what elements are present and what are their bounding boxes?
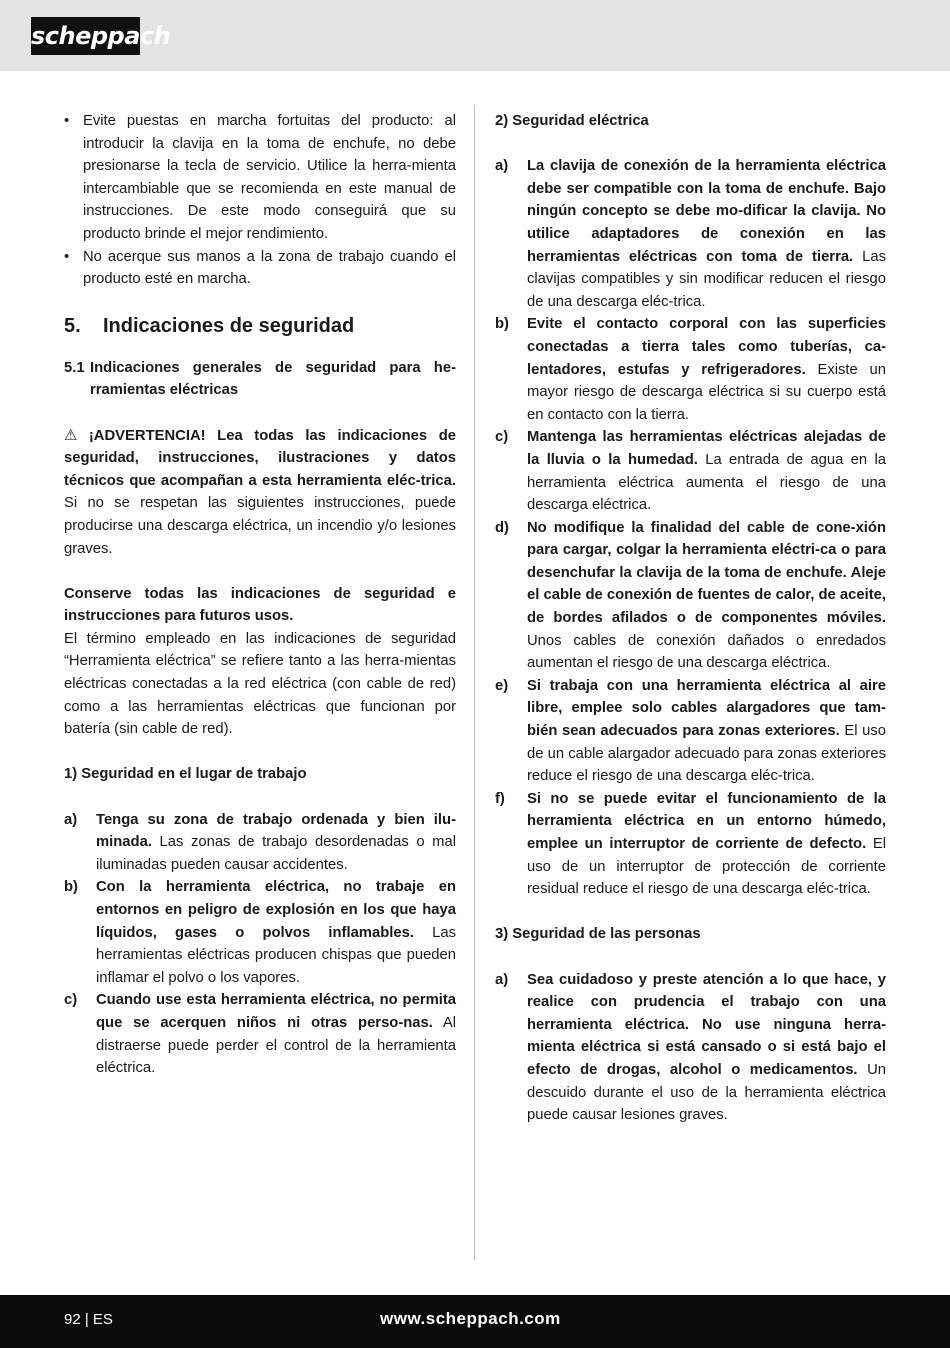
section-number: 5. [64, 314, 81, 337]
warning-paragraph: ⚠ ¡ADVERTENCIA! Lea todas las indicaciones de seguridad, instrucciones, ilustraciones y datos técnicos que acompañan a esta herramienta eléc-trica. Si no se respetan las siguientes instrucciones, puede producirse una descarga eléctrica, un incendio y/o lesiones graves. [64, 425, 456, 561]
website-url: www.scheppach.com [380, 1309, 561, 1328]
list-item: f) Si no se puede evitar el funcionamiento de la herramienta eléctrica en un entorno húmedo, emplee un interruptor de corriente de defecto. El uso de un interruptor de protección de corriente residual reduce el riesgo de una descarga eléc-trica. [495, 790, 886, 898]
conserve-paragraph: Conserve todas las indicaciones de seguridad e instrucciones para futuros usos. [64, 585, 456, 625]
section-title: Indicaciones de seguridad [103, 314, 355, 337]
heading-personal-safety: 3) Seguridad de las personas [495, 926, 701, 943]
list-item: b) Evite el contacto corporal con las superficies conectadas a tierra tales como tuberías, ca-lentadores, estufas y refrigeradores. Existe un mayor riesgo de descarga eléctrica si su cuerpo está en contacto con la tierra. [495, 316, 886, 423]
list-item: a) La clavija de conexión de la herramienta eléctrica debe ser compatible con la toma de enchufe. Bajo ningún concepto se debe mo-dificar la clavija. No utilice adaptadores de conexión en las herramientas eléctricas con toma de tierra. Las clavijas compatibles y sin modificar reducen el riesgo de una descarga eléc-trica. [495, 158, 887, 310]
right-column [495, 110, 886, 1127]
warning-triangle-icon: ⚠ [64, 427, 78, 444]
heading-electrical-safety: 2) Seguridad eléctrica [495, 113, 649, 129]
page-number: 92 | ES [64, 1311, 113, 1328]
bullet-item: • Evite puestas en marcha fortuitas del producto: al introducir la clavija en la toma de enchufe, no debe presionarse la tecla de servicio. Utilice la herra-mienta intercambiable que se recomienda en este manual de instrucciones. De este modo conseguirá que su producto brinde el mejor rendimiento. [64, 110, 456, 246]
bullet-item: • No acerque sus manos a la zona de trabajo cuando el producto esté en marcha. [64, 246, 456, 291]
scheppach-logo: scheppach [31, 17, 140, 55]
list-item: a) Sea cuidadoso y preste atención a lo que hace, y realice con prudencia el trabajo con una herramienta eléctrica. No use ninguna herra-mienta eléctrica si está cansado o si está bajo el efecto de drogas, alcohol o medicamentos. Un descuido durante el uso de la herramienta eléctrica puede causar lesiones graves. [495, 971, 886, 1124]
section-heading [64, 312, 456, 340]
page-footer [0, 1295, 950, 1348]
list-item: c) Mantenga las herramientas eléctricas alejadas de la lluvia o la humedad. La entrada de agua en la herramienta eléctrica aumenta el riesgo de una descarga eléctrica. [495, 429, 886, 514]
term-paragraph: El término empleado en las indicaciones de seguridad “Herramienta eléctrica” se refiere tanto a las herra-mientas eléctricas conectadas a la red eléctrica (con cable de red) como a las herramientas eléctricas que funcionan por batería (sin cable de red). [64, 630, 456, 738]
list-item: b) Con la herramienta eléctrica, no trabaje en entornos en peligro de explosión en los que haya líquidos, gases o polvos inflamables. Las herramientas eléctricas producen chispas que pueden inflamar el polvo o los vapores. [64, 879, 456, 986]
column-divider [474, 105, 475, 1260]
page-header [0, 0, 950, 71]
bullet-dot-icon: • [64, 113, 70, 129]
left-column [64, 110, 456, 1080]
subsection-title: Indicaciones generales de seguridad para he-rramientas eléctricas [90, 359, 456, 399]
subsection-heading [64, 357, 456, 402]
list-item: d) No modifique la finalidad del cable de cone-xión para cargar, colgar la herramienta eléctri-ca o para desenchufar la clavija de la toma de enchufe. Aleje el cable de conexión de fuentes de calor, de aceite, de bordes afilados o de componentes móviles. Unos cables de conexión dañados o enredados aumentan el riesgo de una descarga eléctrica. [495, 519, 886, 672]
heading-workplace-safety: 1) Seguridad en el lugar de trabajo [64, 766, 307, 783]
list-item: e) Si trabaja con una herramienta eléctrica al aire libre, emplee solo cables alargadores que tam-bién sean adecuados para zonas exteriores. El uso de un cable alargador adecuado para zonas exteriores reduce el riesgo de una descarga eléc-trica. [495, 677, 886, 785]
bullet-dot-icon: • [64, 248, 70, 265]
list-item: c) Cuando use esta herramienta eléctrica, no permita que se acerquen niños ni otras perso-nas. Al distraerse puede perder el control de la herramienta eléctrica. [64, 992, 456, 1077]
list-item: a) Tenga su zona de trabajo ordenada y bien ilu-minada. Las zonas de trabajo desordenadas o mal iluminadas pueden causar accidentes. [64, 811, 456, 873]
subsection-number: 5.1 [64, 359, 85, 376]
